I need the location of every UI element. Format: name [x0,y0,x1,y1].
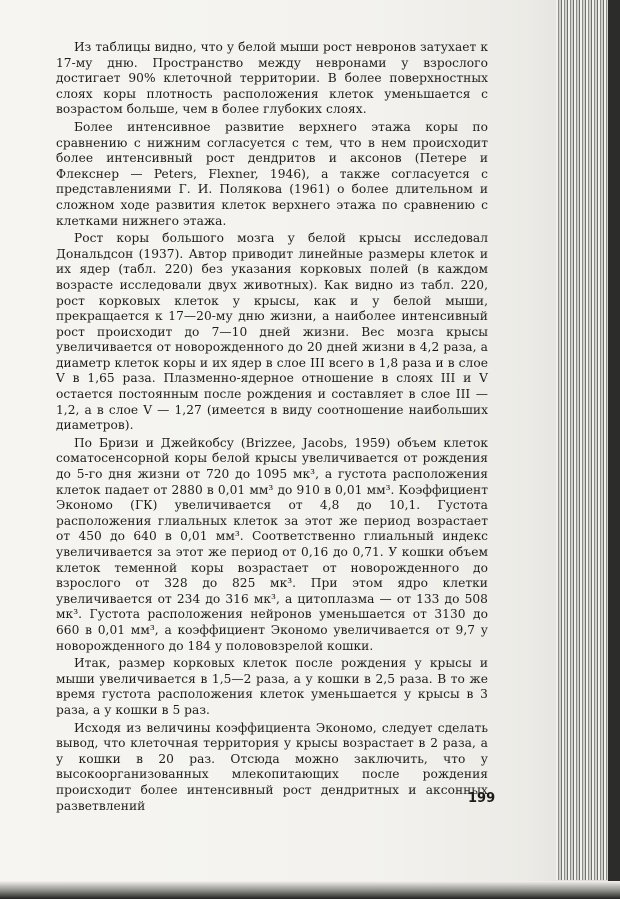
body-text [56,40,488,816]
paragraph-5: Итак, размер корковых клеток после рождения у крысы и мыши увеличивается в 1,5—2 раза, а у кошки в 2,5 раза. В то же время густота расположения клеток уменьшается у крысы в 3 раза, а у кошки в 5 раз. [56,656,488,717]
paragraph-1: Из таблицы видно, что у белой мыши рост невронов затухает к 17-му дню. Пространство между невронами у взрослого достигает 90% клеточной территории. В более поверхностных слоях коры плотность расположения клеток уменьшается с возрастом больше, чем в более глубоких слоях. [56,40,488,117]
paragraph-3: Рост коры большого мозга у белой крысы исследовал Дональдсон (1937). Автор приводит линейные размеры клеток и их ядер (табл. 220) без указания корковых полей (в каждом возрасте исследовали двух животных). Как видно из табл. 220, рост корковых клеток у крысы, как и у белой мыши, прекращается к 17—20-му дню жизни, а наиболее интенсивный рост происходит до 7—10 дней жизни. Вес мозга крысы увеличивается от новорожденного до 20 дней жизни в 4,2 раза, а диаметр клеток коры и их ядер в слое III всего в 1,8 раза и в слое V в 1,65 раза. Плазменно-ядерное отношение в слоях III и V остается постоянным после рождения и составляет в слое III — 1,2, а в слое V — 1,27 (имеется в виду соотношение наибольших диаметров). [56,231,488,433]
page-number: 199 [468,791,496,806]
paragraph-4: По Бризи и Джейкобсу (Brizzee, Jacobs, 1959) объем клеток соматосенсорной коры белой крысы увеличивается от рождения до 5-го дня жизни от 720 до 1095 мк³, а густота расположения клеток падает от 2880 в 0,01 мм³ до 910 в 0,01 мм³. Коэффициент Экономо (ГК) увеличивается от 4,8 до 10,1. Густота расположения глиальных клеток за этот же период возрастает от 450 до 640 в 0,01 мм³. Соответственно глиальный индекс увеличивается за этот же период от 0,16 до 0,71. У кошки объем клеток теменной коры возрастает от новорожденного до взрослого от 328 до 825 мк³. При этом ядро клетки увеличивается от 234 до 316 мк³, а цитоплазма — от 133 до 508 мк³. Густота расположения нейронов уменьшается от 3130 до 660 в 0,01 мм³, а коэффициент Экономо увеличивается от 9,7 у новорожденного до 184 у полововзрелой кошки. [56,435,488,653]
paragraph-6: Исходя из величины коэффициента Экономо, следует сделать вывод, что клеточная территория у крысы возрастает в 2 раза, а у кошки в 20 раз. Отсюда можно заключить, что у высокоорганизованных млекопитающих после рождения происходит более интенсивный рост дендритных и аксонных разветвлений [56,720,488,813]
binding-shadow [608,0,620,899]
paragraph-2: Более интенсивное развитие верхнего этажа коры по сравнению с нижним согласуется с тем, что в нем происходит более интенсивный рост дендритов и аксонов (Петере и Флекснер — Peters, Flexner, 1946), а также согласуется с представлениями Г. И. Полякова (1961) о более длительном и сложном ходе развития клеток верхнего этажа по сравнению с клетками нижнего этажа. [56,119,488,228]
bottom-shadow [0,881,620,899]
